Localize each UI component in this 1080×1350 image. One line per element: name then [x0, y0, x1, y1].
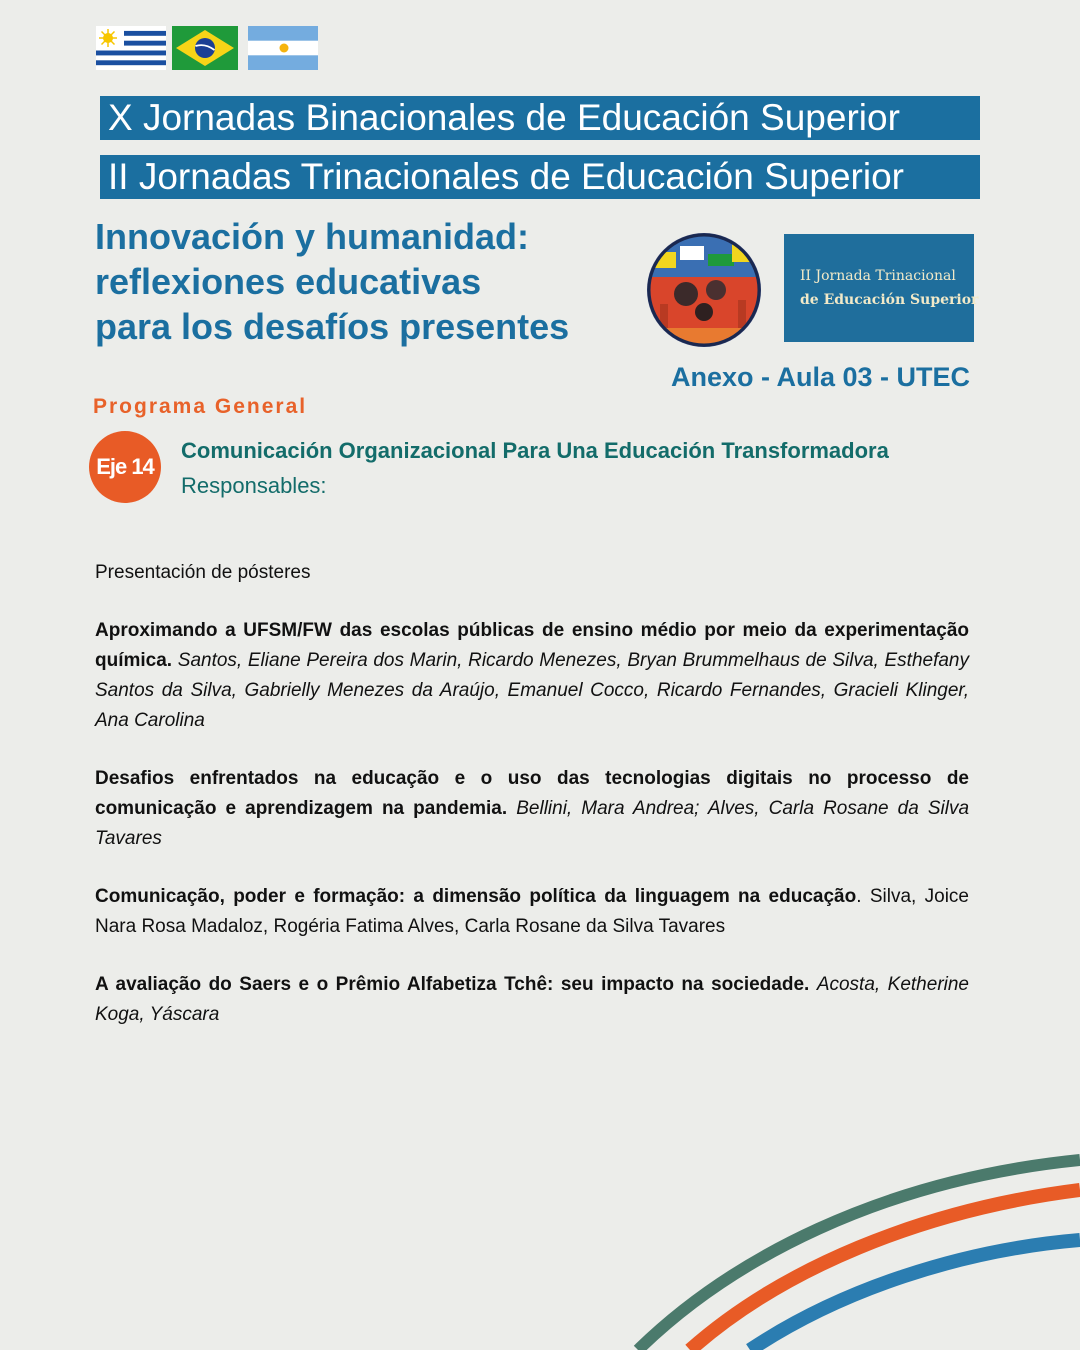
- poster-title: A avaliação do Saers e o Prêmio Alfabetiza Tchê: seu impacto na sociedade.: [95, 974, 810, 995]
- poster-authors: Acosta, Ketherine Koga, Yáscara: [95, 974, 970, 1025]
- country-flags: [96, 26, 318, 70]
- poster-entry: [95, 616, 969, 736]
- programa-heading: Programa General: [93, 395, 308, 418]
- eje-responsables: Responsables:: [181, 473, 327, 498]
- subtitle-line: Innovación y humanidad:: [95, 216, 530, 257]
- jornada-logo: [784, 234, 979, 342]
- poster-title: Desafios enfrentados na educação e o uso das tecnologias digitais no processo de comunicação e aprendizagem na pandemia.: [95, 768, 969, 819]
- poster-authors: Bellini, Mara Andrea; Alves, Carla Rosane da Silva Tavares: [95, 798, 970, 849]
- poster-authors: Santos, Eliane Pereira dos Marin, Ricardo Menezes, Bryan Brummelhaus de Silva, Esthefany Santos da Silva, Gabrielly Menezes da Araújo, Emanuel Cocco, Ricardo Fernandes, Gracieli Klinger, Ana Carolina: [95, 650, 969, 731]
- subtitle-line: para los desafíos presentes: [95, 306, 570, 347]
- eje-badge: Eje 14: [89, 431, 161, 503]
- uruguay-flag: [96, 26, 166, 70]
- event-subtitle: [95, 214, 635, 349]
- poster-entry: [95, 882, 969, 942]
- subtitle-line: reflexiones educativas: [95, 261, 482, 302]
- poster-title: Aproximando a UFSM/FW das escolas públicas de ensino médio por meio da experimentação química.: [95, 620, 969, 671]
- section-label: Presentación de pósteres: [95, 562, 311, 583]
- poster-list: [95, 558, 969, 1058]
- annex-location: Anexo - Aula 03 - UTEC: [670, 362, 970, 392]
- artwork-logo: [646, 232, 762, 348]
- decorative-swoosh: [620, 1140, 1080, 1350]
- brazil-flag: [172, 26, 242, 70]
- jornada-logo-line: de Educación Superior: [800, 292, 979, 308]
- event-banner-trinacional: II Jornadas Trinacionales de Educación Superior: [100, 155, 980, 199]
- poster-entry: [95, 764, 969, 854]
- jornada-logo-line: II Jornada Trinacional: [800, 268, 956, 284]
- eje-title: Comunicación Organizacional Para Una Educación Transformadora: [181, 438, 889, 463]
- poster-authors: . Silva, Joice Nara Rosa Madaloz, Rogéria Fatima Alves, Carla Rosane da Silva Tavares: [95, 886, 969, 937]
- poster-entry: [95, 970, 969, 1030]
- poster-title: Comunicação, poder e formação: a dimensão política da linguagem na educação: [95, 886, 857, 907]
- event-banner-binacional: X Jornadas Binacionales de Educación Superior: [100, 96, 980, 140]
- argentina-flag: [248, 26, 318, 70]
